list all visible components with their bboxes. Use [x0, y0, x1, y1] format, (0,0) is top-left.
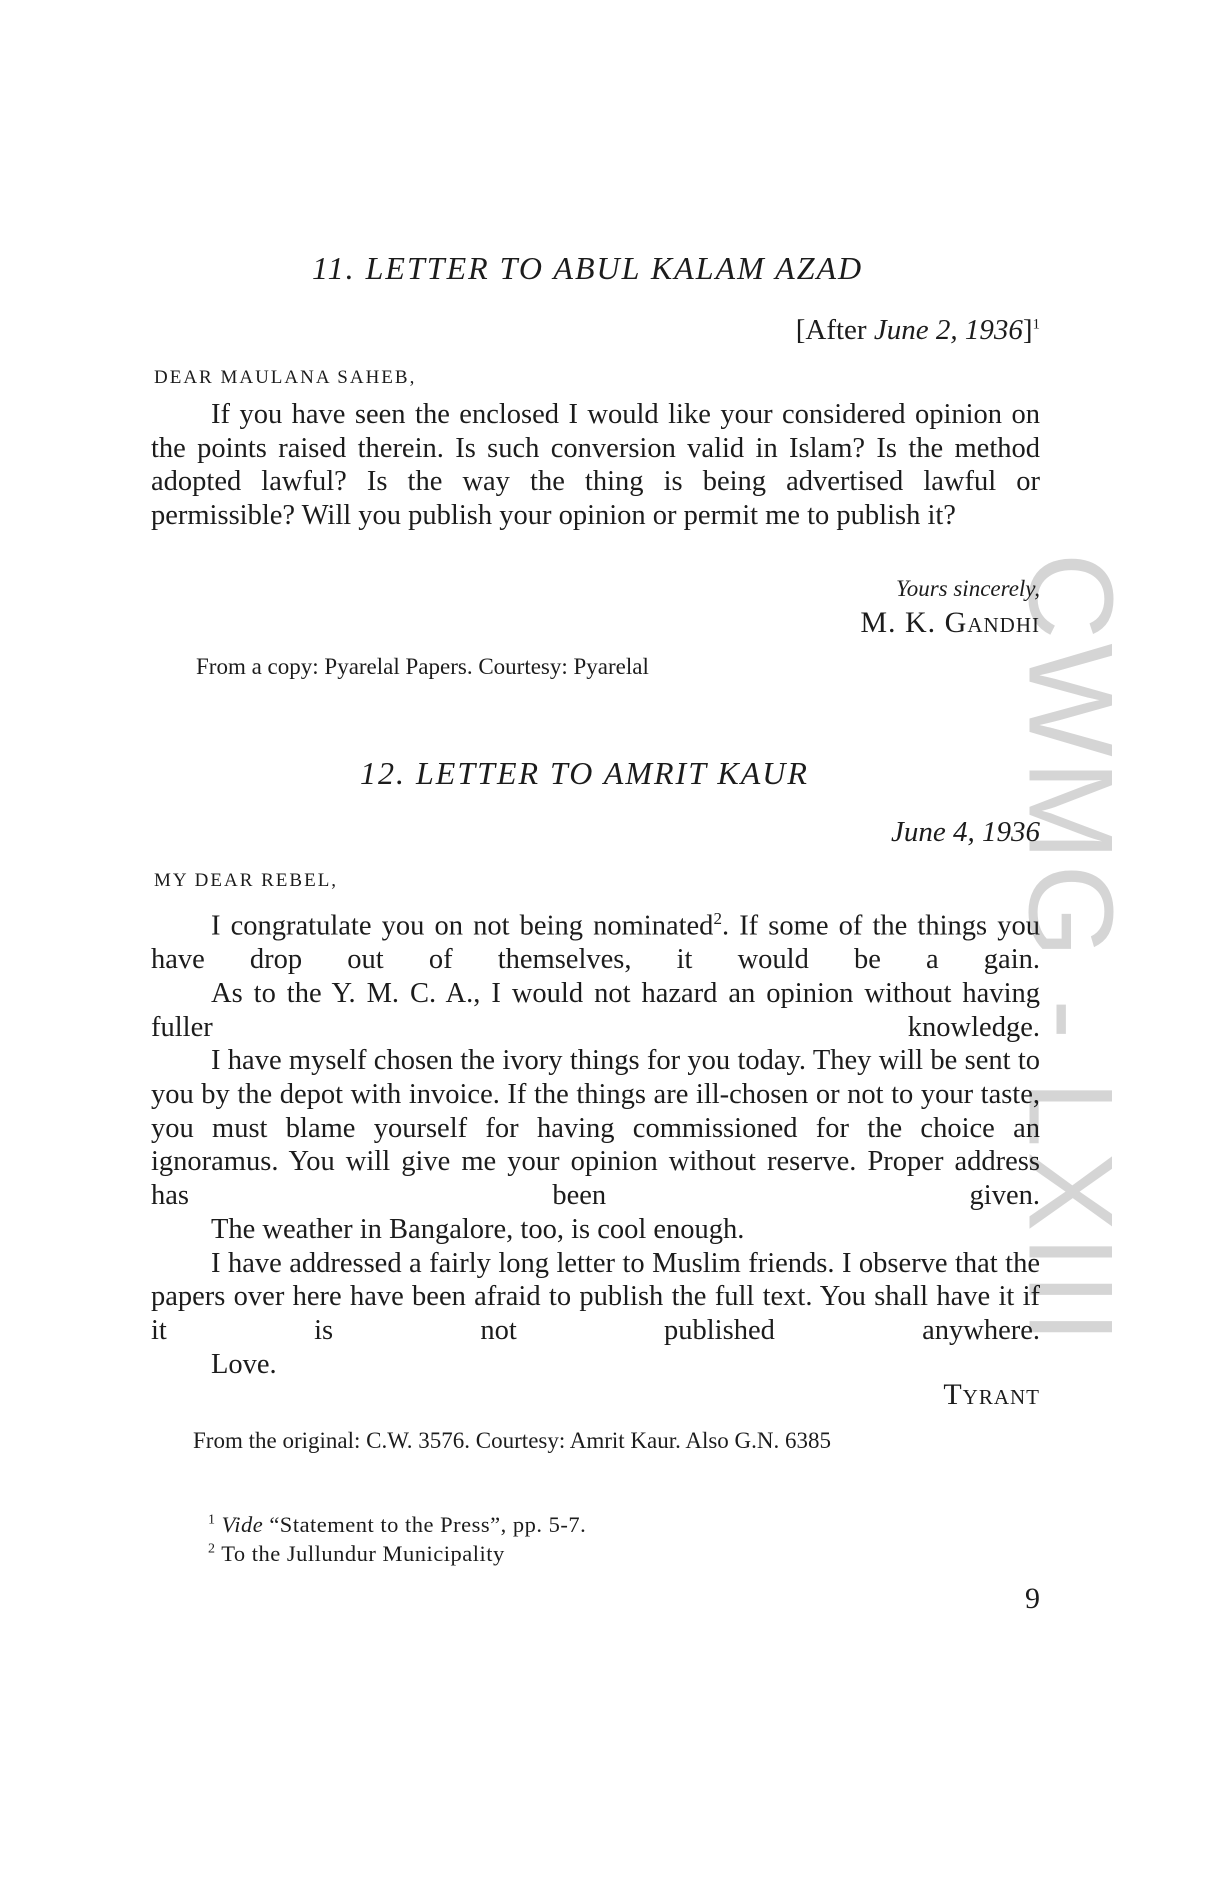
letter-11-closing: Yours sincerely,: [896, 576, 1040, 601]
footnote-ref-2: 2: [713, 909, 722, 928]
letter-12-paragraph-4: The weather in Bangalore, too, is cool enough.: [211, 1213, 745, 1245]
letter-11-source: From a copy: Pyarelal Papers. Courtesy: Pyarelal: [196, 654, 649, 679]
letter-12-heading: 12. LETTER TO AMRIT KAUR: [360, 755, 809, 791]
letter-12-date: June 4, 1936: [891, 816, 1040, 848]
letter-12-source: From the original: C.W. 3576. Courtesy: Amrit Kaur. Also G.N. 6385: [193, 1428, 832, 1453]
letter-12-paragraph-1: I congratulate you on not being nominated$^2$. If some of the things you have drop out of themselves, it would be a gain.: [151, 909, 1040, 976]
footnote-2: $^2$ To the Jullundur Municipality: [208, 1541, 505, 1566]
letter-11-body: [151, 398, 1040, 533]
letter-11-date: [After June 2, 1936]$^1$: [795, 314, 1040, 346]
page-number: 9: [1025, 1582, 1040, 1615]
letter-12-paragraph-5: I have addressed a fairly long letter to Muslim friends. I observe that the papers over here have been afraid to publish the full text. You shall have it if it is not published anywhere.: [151, 1247, 1040, 1346]
letter-12-signature: Tyrant: [943, 1378, 1040, 1411]
letter-12-paragraph-3: I have myself chosen the ivory things for you today. They will be sent to you by the depot with invoice. If the things are ill-chosen or not to your taste, you must blame yourself for having commissioned for the choice an ignoramus. You will give me your opinion without reserve. Proper address has been given.: [151, 1045, 1040, 1212]
letter-12-paragraph-2: As to the Y. M. C. A., I would not hazard an opinion without having fuller knowledge.: [151, 977, 1040, 1043]
letter-12-salutation: MY DEAR REBEL,: [154, 870, 339, 891]
letter-11-heading: 11. LETTER TO ABUL KALAM AZAD: [312, 250, 864, 286]
footnote-ref-1: 1: [1032, 316, 1040, 333]
letter-12-body: [151, 902, 1040, 1381]
letter-11-signature: M. K. Gandhi: [860, 606, 1040, 639]
letter-11-paragraph: If you have seen the enclosed I would like your considered opinion on the points raised therein. Is such conversion valid in Islam? Is the method adopted lawful? Is the way the thing is being advertised lawful or permissible? Will you publish your opinion or permit me to publish it?: [151, 399, 1040, 532]
letter-11-salutation: DEAR MAULANA SAHEB,: [154, 367, 417, 388]
letter-11-date-italic: June 2, 1936: [873, 314, 1023, 346]
footnote-1: $^1$ Vide “Statement to the Press”, pp. 5-7.: [208, 1512, 587, 1537]
watermark-text: CWMG - LXIII: [1003, 552, 1138, 1348]
letter-12-paragraph-6: Love.: [211, 1348, 277, 1380]
